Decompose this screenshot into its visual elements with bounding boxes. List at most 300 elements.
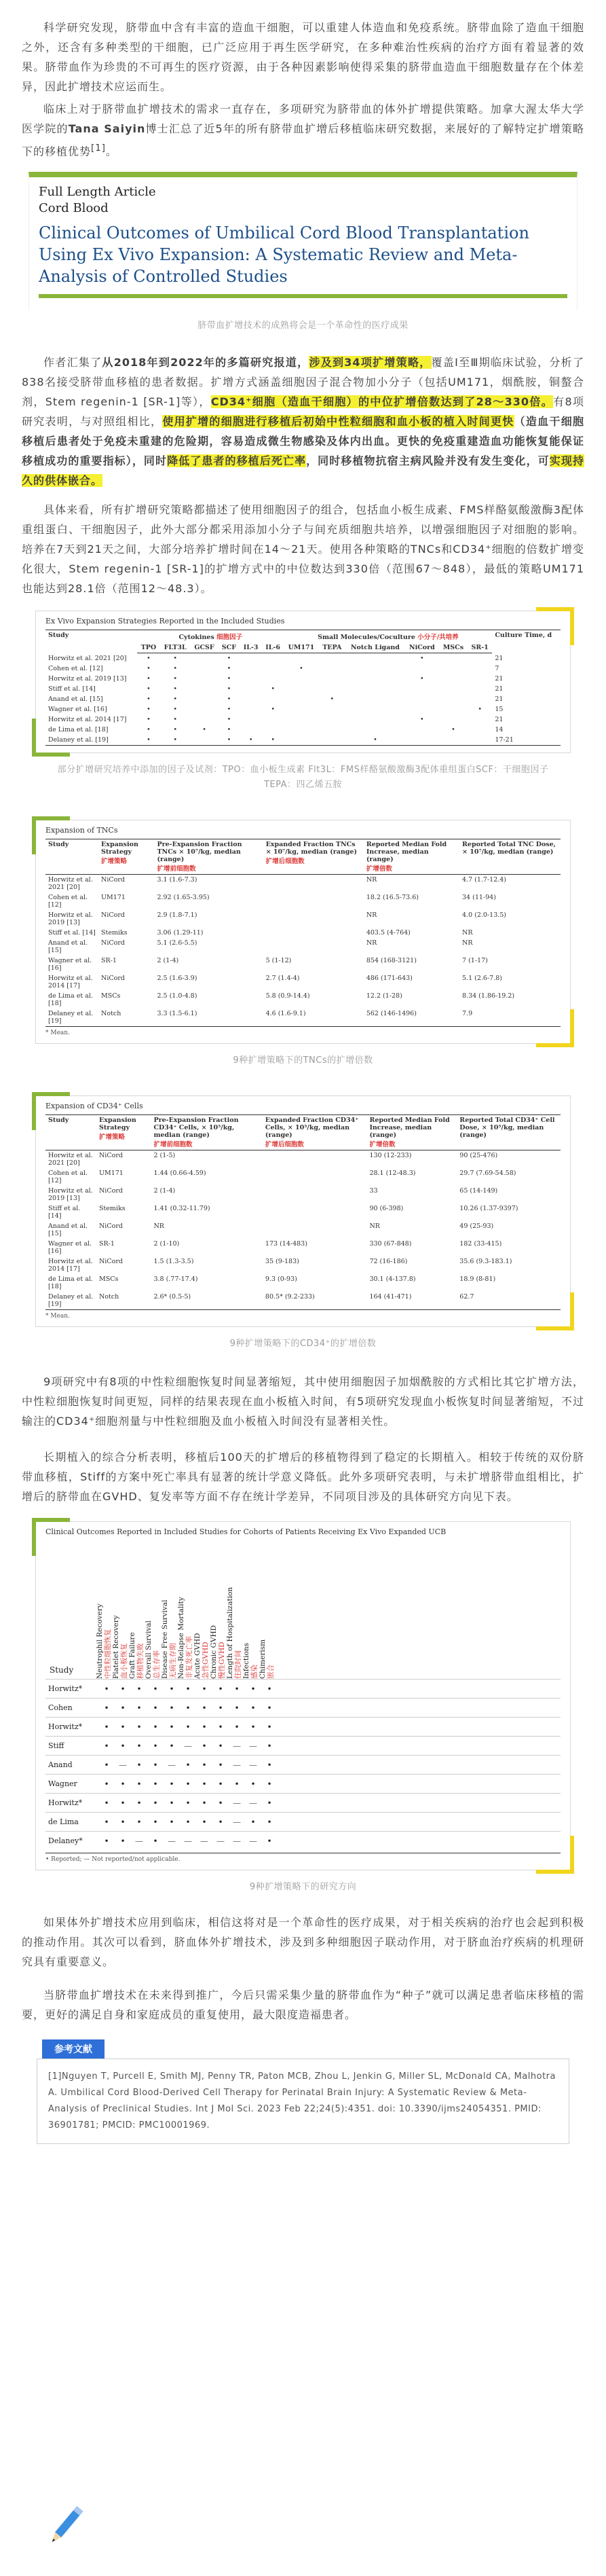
table-cell [263,1150,367,1169]
outcome-cell: • [267,1684,272,1694]
table-cell: Stemiks [98,1205,126,1213]
mark-cell [405,725,439,735]
mark-cell: • [147,685,151,693]
outcome-row [45,1736,561,1755]
outcome-cell: • [202,1779,207,1789]
column-header [364,839,459,875]
paper-title: Clinical Outcomes of Umbilical Cord Blood Transplantation Using Ex Vivo Expansion: A Systematic Review and Meta-Analysis of Controlled Studies [39,223,529,287]
column-header: SCF [218,642,240,653]
outcome-cell: • [185,1779,191,1789]
mark-cell [468,735,492,746]
outcome-cell: • [104,1798,109,1808]
outcome-cell: • [250,1779,256,1789]
author-name: Tana Saiyin [68,122,146,135]
table-cell: Wagner et al. [16] [48,1240,92,1256]
table-cell: 28.1 (12-48.3) [369,1169,416,1178]
table-cell: 62.7 [457,1292,561,1310]
outcome-cell: • [153,1798,158,1808]
outcome-cell: • [104,1836,109,1846]
mark-cell [240,653,262,664]
table-cell: Horwitz et al. 2014 [17] [48,975,93,990]
table-cell: NiCord [101,911,126,920]
pencil-icon [45,2499,86,2554]
mark-cell: • [227,685,231,693]
study-cell: Horwitz et al. 2019 [13] [48,675,127,683]
table-cell: 49 (25-93) [459,1222,494,1231]
table-cell: 4.7 (1.7-12.4) [462,876,507,884]
table-cell: 10.26 (1.37-9397) [459,1205,518,1213]
citation-link[interactable]: [1] [91,143,106,153]
table-cell: 35 (9-183) [265,1258,299,1266]
closing-paragraph-1: 如果体外扩增技术应用到临床，相信这将对是一个革命性的医疗成果，对于相关疾病的治疗也会起到积极的推动作用。其次可以看到，脐血体外扩增技术，涉及到多种细胞因子联动作用，对于脐血治疗疾病的机理研究具有重要意义。 [22,1916,584,1969]
table-cell: 1.41 (0.32-11.79) [153,1205,210,1213]
culture-time-cell: 21 [495,675,504,683]
outcome-cell: • [267,1760,272,1770]
mark-cell [284,694,318,704]
outcome-cell: — [135,1836,143,1846]
mark-cell [262,674,284,684]
column-header: MSCs [439,642,468,653]
outcome-cell: • [218,1722,223,1732]
table-cell: NR [366,911,377,920]
study-cell: Cohen [48,1703,73,1713]
outcome-cell: — [249,1741,257,1751]
mark-cell [345,653,405,664]
mark-cell [191,653,219,664]
table-cell [263,892,364,910]
column-header: IL-3 [240,642,262,653]
column-header [263,839,364,875]
outcome-label-zh: 感染 [250,1665,259,1680]
outcome-cell: — [249,1836,257,1846]
mark-cell: • [451,726,455,734]
mark-cell: • [478,706,482,714]
mark-cell [468,714,492,725]
table-cell: 2.7 (1.4-4) [265,975,300,983]
outcome-cell: • [234,1703,240,1713]
table-row [45,973,561,991]
column-header-text: Reported Total CD34⁺ Cell Dose, × 10⁵/kg, median (range) [459,1117,555,1140]
outcome-cell: • [136,1703,142,1713]
table-row [45,938,561,956]
outcome-cell: • [153,1836,158,1846]
outcome-cell: • [153,1684,158,1694]
outcome-cell: — [233,1836,241,1846]
outcome-label-zh: 嵌合 [267,1665,275,1680]
mark-cell: • [147,665,151,673]
column-header: GCSF [191,642,219,653]
column-header-text: Reported Total TNC Dose, × 10⁷/kg, median (range) [462,841,556,856]
table-cell: 4.6 (1.6-9.1) [263,1009,364,1027]
column-group-header: Small Molecules/Coculture 小分子/共培养 [284,630,492,643]
column-header-zh: 扩增后细胞数 [265,1141,304,1149]
table-cell: 90 (25-476) [459,1152,498,1160]
mark-cell: • [173,695,177,704]
table-cell: Notch [96,1292,151,1310]
mark-cell [262,653,284,664]
outcome-cell: • [267,1703,272,1713]
title-card-caption: 脐带血扩增技术的成熟将会是一个革命性的医疗成果 [197,321,409,331]
table-cell: NiCord [101,975,126,983]
column-header-text: Pre-Expansion Fraction TNCs × 10⁷/kg, median (range) [157,841,242,864]
table-cell: NiCord [101,939,126,947]
mark-cell [439,714,468,725]
mark-cell [191,664,219,674]
table-row [45,1274,561,1292]
table-cell: 2.9 (1.8-7.1) [157,911,197,920]
title-divider [39,294,567,298]
table-row [45,725,561,735]
closing-paragraph-2: 当脐带血扩增技术在未来得到推广，今后只需采集少量的脐带血作为“种子”就可以满足患者临床移植的需要，更好的满足自身和家庭成员的重复使用，最大限度造福患者。 [22,1989,584,2022]
column-header-text: Reported Median Fold Increase, median (range) [369,1117,450,1140]
outcome-cell: • [185,1760,191,1770]
outcome-cell: • [104,1703,109,1713]
table-cell: Horwitz et al. 2021 [20] [48,876,93,892]
table-note: * Mean. [45,1030,70,1037]
column-header-zh: 扩增后细胞数 [265,858,305,866]
outcome-cell: • [169,1722,174,1732]
table-cell: 5 (1-12) [265,957,292,965]
outcome-cell: • [104,1684,109,1694]
detail-paragraph: 具体来看，所有扩增研究策略都描述了使用细胞因子的组合，包括血小板生成素、FMS样酪氨酸激酶3配体重组蛋白、干细胞因子，此外大部分都采用添加小分子与间充质细胞共培养，以增强细胞因子对细胞的影响。培养在7天到21天之间，大部分培养扩增时间在14～21天。使用各种策略的TNCs和CD34⁺细胞的倍数扩增变化很大，Stem regenin-1 [SR-1]的扩增方式中的中位数达到330倍（范围67～848），最低的策略UM171也能达到28.1倍（范围12～48.3）。 [22,503,584,596]
mark-cell: • [173,685,177,693]
table-cell: Delaney et al. [19] [45,1009,98,1027]
table-cell: NR [153,1222,164,1231]
table-cell: 90 (6-398) [369,1205,404,1213]
column-header-text: Expanded Fraction TNCs × 10⁷/kg, median (range) [265,841,357,856]
cd34-table [45,1114,561,1310]
table-note: * Mean. [45,1313,70,1320]
outcome-cell: • [104,1741,109,1751]
table-row [45,694,561,704]
table-cell: 65 (14-149) [459,1187,498,1195]
mark-cell: • [218,735,240,746]
mark-cell [284,674,318,684]
table-cell: 8.34 (1.86-19.2) [462,992,515,1000]
outcome-cell: • [169,1798,174,1808]
analysis-paragraph-2: 长期植入的综合分析表明，移植后100天的扩增后的移植物得到了稳定的长期植入。相较于传统的双份脐带血移植，Stiff的方案中死亡率具有显著的统计学意义降低。此外多项研究表明，与未扩增脐带血组相比，扩增后的脐带血在GVHD、复发率等方面不存在统计学差异，不同项目涉及的具体研究方向见下表。 [22,1451,584,1504]
mark-cell: • [227,716,231,724]
mark-cell [318,704,345,714]
table-cell: 3.8 (.77-17.4) [153,1275,198,1284]
outcome-cell: • [120,1741,126,1751]
table-cell: 486 (171-643) [366,975,413,983]
mark-cell [468,684,492,694]
mark-cell: • [173,665,177,673]
table-cell: 18.2 (16.5-73.6) [366,894,419,902]
table-row [45,1221,561,1239]
outcome-label [242,1543,259,1679]
table-cell [263,1168,367,1186]
outcome-row [45,1755,561,1774]
frame-corner [32,719,70,757]
outcome-cell: • [218,1703,223,1713]
strategies-table [45,630,561,746]
outcome-cell: • [250,1703,256,1713]
table-cell: 29.7 (7.69-54.58) [459,1169,516,1178]
outcome-cell: • [234,1779,240,1789]
mark-cell [262,694,284,704]
mark-cell [284,704,318,714]
study-cell: Anand et al. [15] [48,695,103,704]
intro-paragraph-1: 科学研究发现，脐带血中含有丰富的造血干细胞，可以重建人体造血和免疫系统。脐带血除了造血干细胞之外，还含有多种类型的干细胞，已广泛应用于再生医学研究，在多种难治性疾病的治疗方面有着显著的效果。脐带血作为珍贵的不可再生的医疗资源，由于各种因素影响使得采集的脐带血造血干细胞数量存在个体差异，因此扩增技术应运而生。 [22,21,584,93]
table-cell: Stemiks [101,929,128,937]
culture-time-cell: 7 [495,665,499,673]
mark-cell: • [345,735,405,746]
study-cell: Horwitz* [48,1722,83,1732]
culture-time-cell: 17-21 [492,735,561,746]
outcome-label-en: Non-Relapse Mortality [177,1597,185,1680]
outcome-label-zh: 慢性GVHD [218,1641,226,1680]
outcome-label [193,1543,210,1679]
outcome-cell: • [250,1722,256,1732]
mark-cell [191,714,219,725]
table-row [45,1203,561,1221]
outcome-row [45,1679,561,1698]
column-header-zh: 扩增倍数 [369,1141,396,1149]
table-cell: 2 (1-10) [153,1240,180,1248]
table-cell: 1.44 (0.66-4.59) [153,1169,206,1178]
table-cell: 30.1 (4-137.8) [369,1275,416,1284]
table-cell: Cohen et al. [12] [48,894,88,909]
strategies-figure [35,611,571,753]
outcome-label-en: Disease Free Survival [161,1599,169,1680]
table-row [45,1009,561,1027]
column-header-text: Expanded Fraction CD34⁺ Cells, × 10⁵/kg, median (range) [265,1117,359,1140]
study-cell: Horwitz et al. 2021 [20] [48,654,127,662]
mark-cell: • [227,706,231,714]
mark-cell: • [227,675,231,683]
table-row [45,674,561,684]
outcome-cell: • [218,1760,223,1770]
mark-cell [318,664,345,674]
table-cell: 854 (168-3121) [366,957,417,965]
outcome-cell: • [153,1741,158,1751]
table-cell: Anand et al. [15] [48,1222,88,1238]
mark-cell [468,694,492,704]
outcome-cell: • [136,1760,142,1770]
outcome-cell: • [218,1741,223,1751]
mark-cell [405,704,439,714]
column-header [98,839,154,875]
column-header-zh: 扩增策略 [101,858,128,866]
column-header: IL-6 [262,642,284,653]
mark-cell: • [227,655,231,663]
column-header [154,839,263,875]
column-header [366,1115,457,1150]
mark-cell [439,664,468,674]
table-cell: NR [462,939,473,947]
table-cell: Horwitz et al. 2014 [17] [48,1258,93,1273]
outcome-cell: • [202,1722,207,1732]
table-cell: 12.2 (1-28) [366,992,402,1000]
outcome-label [226,1543,242,1679]
outcome-label-zh: 无病生存期 [169,1643,177,1680]
outcome-label-en: Infections [242,1643,250,1680]
table-cell: Notch [98,1009,154,1027]
culture-time-cell: 21 [495,685,504,693]
mark-cell: • [147,726,151,734]
table-row [45,704,561,714]
mark-cell [318,714,345,725]
outcome-label-zh: 住院时间 [234,1650,242,1680]
outcome-cell: • [218,1684,223,1694]
table-cell: 1.5 (1.3-3.5) [153,1258,194,1266]
outcome-cell: • [120,1817,126,1827]
mark-cell: • [227,726,231,734]
outcome-cell: • [136,1798,142,1808]
table-cell: Anand et al. [15] [48,939,88,955]
table-cell: Cohen et al. [12] [48,1169,88,1185]
outcome-cell: • [104,1760,109,1770]
mark-cell [318,735,345,746]
outcome-cell: • [185,1684,191,1694]
table-row [45,956,561,973]
outcome-cell: • [185,1722,191,1732]
mark-cell: • [227,695,231,704]
mark-cell [191,735,219,746]
study-cell: Horwitz* [48,1798,83,1808]
intro-paragraph-2: 临床上对于脐带血扩增技术的需求一直存在，多项研究为脐带血的体外扩增提供策略。加拿大渥太华大学医学院的Tana Saiyin博士汇总了近5年的所有脐带血扩增后移植临床研究数据，来展好的了解特定扩增策略下的移植优势[1]。 [22,103,584,158]
column-header: FLT3L [160,642,191,653]
column-header-zh: 扩增前细胞数 [157,865,196,873]
table-cell [263,910,364,928]
mark-cell: • [227,665,231,673]
outcome-label [112,1543,128,1679]
outcome-cell: • [185,1817,191,1827]
table-cell: NR [366,939,377,947]
table-cell: UM171 [98,1169,124,1178]
study-cell: Horwitz* [48,1684,83,1694]
table-cell: 7.9 [459,1009,561,1027]
outcome-label-en: Acute GVHD [193,1633,202,1680]
outcome-cell: • [202,1703,207,1713]
study-cell: Cohen et al. [12] [48,665,103,673]
outcome-cell: • [136,1779,142,1789]
frame-corner [32,1092,70,1130]
table-cell: 33 [369,1187,378,1195]
study-cell: Wagner [48,1779,77,1789]
mark-cell [468,664,492,674]
table-cell: 2.6* (0.5-5) [151,1292,262,1310]
outcome-label [96,1543,112,1679]
mark-cell [405,735,439,746]
mark-cell [318,684,345,694]
column-header: Culture Time, d [492,630,561,653]
mark-cell [240,714,262,725]
table-row [45,875,561,893]
outcome-cell: • [202,1817,207,1827]
outcome-label [161,1543,177,1679]
mark-cell [262,714,284,725]
column-header [263,1115,367,1150]
mark-cell [284,684,318,694]
mark-cell [191,684,219,694]
table-cell: Horwitz et al. 2019 [13] [48,1187,93,1203]
column-header [96,1115,151,1150]
table-row [45,910,561,928]
column-header: NiCord [405,642,439,653]
outcome-cell: • [169,1817,174,1827]
outcome-cell: • [153,1779,158,1789]
outcome-cell: • [120,1722,126,1732]
mark-cell [240,725,262,735]
table-cell [263,1221,367,1239]
mark-cell: • [173,706,177,714]
outcome-cell: • [153,1817,158,1827]
table-cell: NiCord [98,1152,123,1160]
outcome-cell: • [185,1798,191,1808]
figure-title: Expansion of TNCs [45,826,118,835]
mark-cell: • [147,675,151,683]
reference-item: [1]Nguyen T, Purcell E, Smith MJ, Penny TR, Paton MCB, Zhou L, Jenkin G, Miller SL, McDonald CA, Malhotra A. Umbilical Cord Blood-Derived Cell Therapy for Perinatal Brain Injury: A Systematic Review & Meta-Analysis of Preclinical Studies. Int J Mol Sci. 2023 Feb 22;24(5):4351. doi: 10.3390/ijms24054351. PMID: 36901781; PMCID: PMC10001969. [48,2071,556,2131]
mark-cell: • [147,706,151,714]
outcome-cell: • [218,1817,223,1827]
mark-cell: • [271,685,275,693]
mark-cell [439,653,468,664]
table-cell: 562 (146-1496) [364,1009,459,1027]
outcome-cell: • [104,1722,109,1732]
table-cell: 3.3 (1.5-6.1) [154,1009,263,1027]
table-cell: 4.0 (2.0-13.5) [462,911,507,920]
outcome-cell: • [202,1684,207,1694]
culture-time-cell: 14 [495,726,504,734]
frame-corner [32,816,70,854]
mark-cell: • [173,675,177,683]
table-cell: Delaney et al. [19] [45,1292,96,1310]
table-cell: NR [462,929,473,937]
outcome-cell: — [249,1760,257,1770]
column-header: Notch Ligand [345,642,405,653]
table-cell: 2.5 (1.6-3.9) [157,975,197,983]
table-cell: Horwitz et al. 2019 [13] [48,911,93,927]
mark-cell [262,725,284,735]
mark-cell: • [137,735,159,746]
outcome-label-zh: 急性GVHD [202,1641,210,1680]
mark-cell: • [330,695,335,704]
table-row [45,664,561,674]
mark-cell [345,704,405,714]
outcome-cell: • [136,1684,142,1694]
table-row [45,1256,561,1274]
column-header-text: Expansion Strategy [98,1117,136,1132]
study-cell: de Lima et al. [18] [48,726,109,734]
outcome-cell: • [120,1798,126,1808]
references-tag: 参考文献 [42,2039,105,2058]
study-cell: Delaney et al. [19] [45,735,137,746]
table-cell: 182 (33-415) [459,1240,502,1248]
outcome-label [259,1543,275,1679]
outcome-column-header [261,1543,278,1679]
table-cell: UM171 [101,894,126,902]
table-cell: 18.9 (8-81) [459,1275,496,1284]
table-cell: NiCord [98,1258,123,1266]
outcome-cell: • [234,1684,240,1694]
mark-cell [191,674,219,684]
table-row [45,1239,561,1256]
table-cell: SR-1 [101,957,117,965]
table-row [45,991,561,1009]
figure-title: Ex Vivo Expansion Strategies Reported in the Included Studies [45,617,285,626]
column-header-text: Study [48,841,69,849]
outcome-cell: • [104,1779,109,1789]
outcome-cell: • [153,1722,158,1732]
outcome-row [45,1698,561,1717]
mark-cell [345,725,405,735]
mark-cell [439,694,468,704]
column-header-zh: 扩增倍数 [366,865,392,873]
summary-paragraph: 作者汇集了从2018年到2022年的多篇研究报道，涉及到34项扩增策略，覆盖Ⅰ至Ⅲ期临床试验，分析了838名接受脐带血移植的患者数据。扩增方式涵盖细胞因子混合物加小分子（包括UM171，烟酰胺，铜螯合剂，Stem regenin-1 [SR-1]等），CD34⁺细胞（造血干细胞）的中位扩增倍数达到了28～330倍。有8项研究表明，与对照组相比，使用扩增的细胞进行移植后初始中性粒细胞和血小板的植入时间更快（造血干细胞移植后患者处于免疫未重建的危险期，容易造成微生物感染及体内出血。更快的免疫重建造血功能恢复能保证移植成功的重要指标），同时降低了患者的移植后死亡率，同时移植物抗宿主病风险并没有发生变化，可实现持久的供体嵌合。 [22,356,584,488]
